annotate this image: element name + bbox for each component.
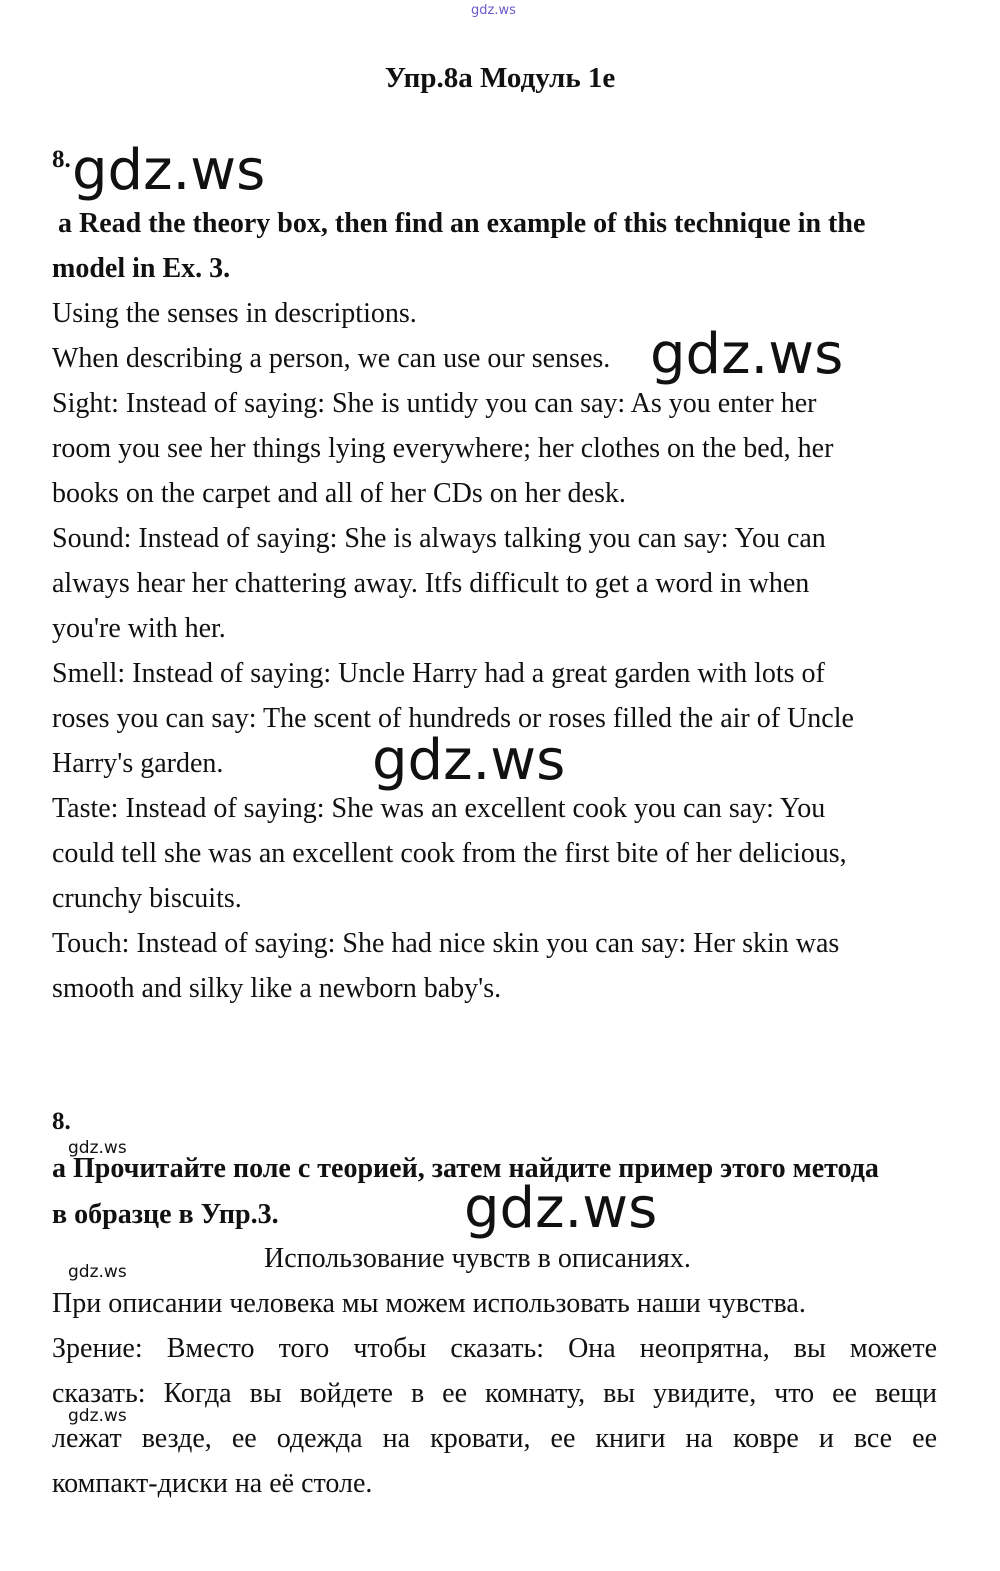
watermark-large: gdz.ws (464, 1176, 658, 1241)
text-line: Зрение: Вместо того чтобы сказать: Она неопрятна, вы можете (52, 1333, 937, 1364)
watermark-small: gdz.ws (68, 1138, 127, 1158)
text-line: could tell she was an excellent cook from the first bite of her delicious, (52, 838, 847, 869)
text-line: Harry's garden. (52, 748, 224, 779)
text-line: books on the carpet and all of her CDs on her desk. (52, 478, 626, 509)
text-line: компакт-диски на её столе. (52, 1468, 373, 1499)
text-line: Sight: Instead of saying: She is untidy you can say: As you enter her (52, 388, 817, 419)
text-line: Sound: Instead of saying: She is always talking you can say: You can (52, 523, 826, 554)
task-instruction: в образце в Упр.3. (52, 1199, 279, 1230)
text-line: room you see her things lying everywhere; her clothes on the bed, her (52, 433, 834, 464)
text-line: always hear her chattering away. Itfs difficult to get a word in when (52, 568, 810, 599)
text-line: you're with her. (52, 613, 226, 644)
text-line: When describing a person, we can use our senses. (52, 343, 611, 374)
text-line: сказать: Когда вы войдете в ее комнату, вы увидите, что ее вещи (52, 1378, 937, 1409)
text-line: Touch: Instead of saying: She had nice skin you can say: Her skin was (52, 928, 840, 959)
text-line: Using the senses in descriptions. (52, 298, 417, 329)
task-instruction: a Read the theory box, then find an example of this technique in the (58, 208, 866, 239)
task-instruction: model in Ex. 3. (52, 253, 231, 284)
exercise-number: 8. (52, 1108, 71, 1135)
watermark-small: gdz.ws (68, 1406, 127, 1426)
text-line: Smell: Instead of saying: Uncle Harry had a great garden with lots of (52, 658, 825, 689)
watermark-large: gdz.ws (72, 138, 266, 203)
text-line: лежат везде, ее одежда на кровати, ее книги на ковре и все ее (52, 1423, 937, 1454)
watermark-large: gdz.ws (372, 728, 566, 793)
exercise-number: 8. (52, 146, 71, 173)
text-line: При описании человека мы можем использовать наши чувства. (52, 1288, 806, 1319)
task-instruction: a Прочитайте поле с теорией, затем найдите пример этого метода (52, 1153, 879, 1184)
text-line: smooth and silky like a newborn baby's. (52, 973, 502, 1004)
watermark-small: gdz.ws (68, 1262, 127, 1282)
watermark-top[interactable]: gdz.ws (471, 3, 516, 18)
section-heading: Использование чувств в описаниях. (264, 1243, 691, 1274)
text-line: Taste: Instead of saying: She was an excellent cook you can say: You (52, 793, 826, 824)
text-line: crunchy biscuits. (52, 883, 242, 914)
text-line: roses you can say: The scent of hundreds or roses filled the air of Uncle (52, 703, 854, 734)
watermark-large: gdz.ws (650, 322, 844, 387)
page-title: Упр.8а Модуль 1е (384, 62, 616, 94)
